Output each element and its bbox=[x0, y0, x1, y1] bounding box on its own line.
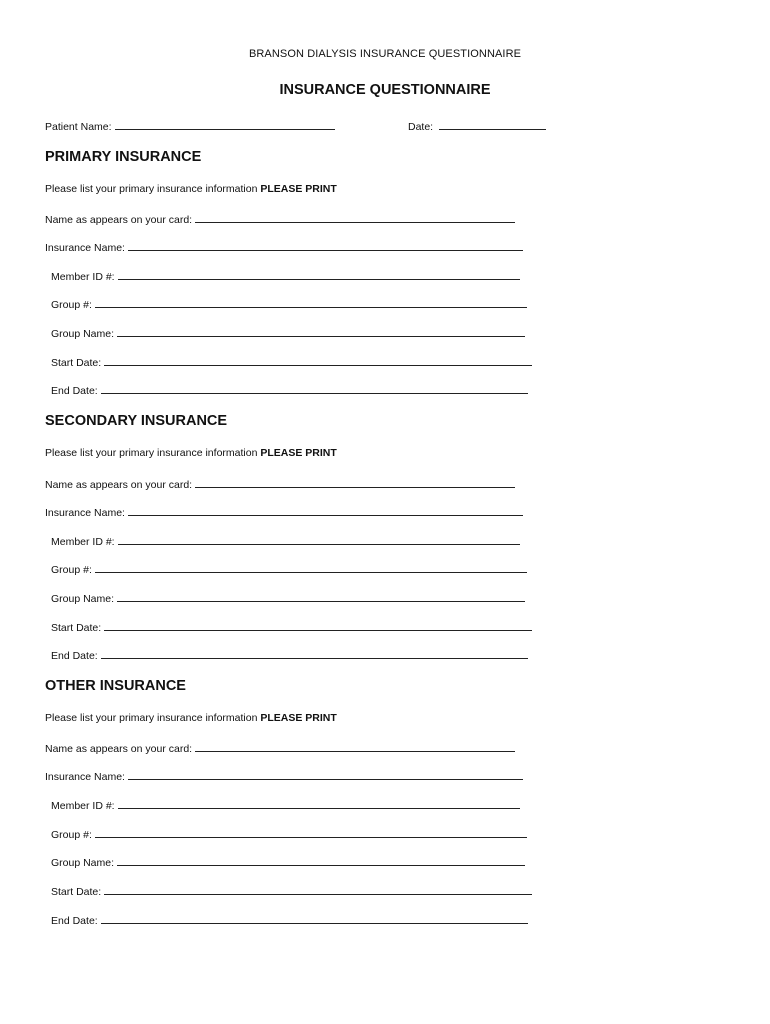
field-label: Group Name: bbox=[51, 328, 115, 340]
field-label: Name as appears on your card: bbox=[45, 479, 193, 491]
field-label: Group #: bbox=[51, 564, 92, 576]
primary-start-date-field[interactable] bbox=[104, 355, 532, 366]
primary-insurance-heading: PRIMARY INSURANCE bbox=[45, 149, 202, 165]
instruction-text: Please list your primary insurance information bbox=[45, 183, 258, 195]
other-insurance-heading: OTHER INSURANCE bbox=[45, 678, 186, 694]
primary-member-id-row bbox=[51, 269, 520, 284]
field-label: Insurance Name: bbox=[45, 507, 125, 519]
field-label: Group Name: bbox=[51, 857, 115, 869]
other-insurance-name-row bbox=[45, 769, 523, 784]
secondary-insurance-heading: SECONDARY INSURANCE bbox=[45, 413, 228, 429]
field-label: Member ID #: bbox=[51, 271, 115, 283]
secondary-card-name-row bbox=[45, 477, 515, 492]
other-member-id-row bbox=[51, 798, 520, 813]
instruction-emphasis: PLEASE PRINT bbox=[260, 183, 337, 195]
instruction-emphasis: PLEASE PRINT bbox=[260, 447, 337, 459]
primary-card-name-row bbox=[45, 212, 515, 227]
primary-group-name-field[interactable] bbox=[117, 326, 525, 337]
primary-start-date-row bbox=[51, 355, 532, 370]
instruction-text: Please list your primary insurance information bbox=[45, 712, 258, 724]
secondary-group-name-field[interactable] bbox=[117, 591, 525, 602]
other-member-id-field[interactable] bbox=[118, 798, 520, 809]
other-instruction bbox=[45, 712, 337, 724]
document-header: BRANSON DIALYSIS INSURANCE QUESTIONNAIRE bbox=[248, 48, 522, 60]
field-label: End Date: bbox=[51, 650, 98, 662]
date-row bbox=[408, 119, 546, 134]
field-label: Group #: bbox=[51, 299, 92, 311]
primary-group-no-field[interactable] bbox=[95, 297, 527, 308]
secondary-member-id-row bbox=[51, 534, 520, 549]
other-end-date-row bbox=[51, 913, 528, 928]
instruction-emphasis: PLEASE PRINT bbox=[260, 712, 337, 724]
secondary-group-name-row bbox=[51, 591, 525, 606]
other-card-name-row bbox=[45, 741, 515, 756]
patient-name-field[interactable] bbox=[115, 119, 335, 130]
secondary-end-date-row bbox=[51, 648, 528, 663]
secondary-end-date-field[interactable] bbox=[101, 648, 528, 659]
instruction-text: Please list your primary insurance information bbox=[45, 447, 258, 459]
field-label: Name as appears on your card: bbox=[45, 743, 193, 755]
secondary-group-no-field[interactable] bbox=[95, 562, 527, 573]
other-end-date-field[interactable] bbox=[101, 913, 528, 924]
secondary-insurance-name-field[interactable] bbox=[128, 505, 523, 516]
primary-member-id-field[interactable] bbox=[118, 269, 520, 280]
field-label: Start Date: bbox=[51, 886, 102, 898]
field-label: Group Name: bbox=[51, 593, 115, 605]
other-start-date-field[interactable] bbox=[104, 884, 532, 895]
other-group-name-row bbox=[51, 855, 525, 870]
field-label: Group #: bbox=[51, 829, 92, 841]
secondary-insurance-name-row bbox=[45, 505, 523, 520]
primary-instruction bbox=[45, 183, 337, 195]
primary-group-no-row bbox=[51, 297, 527, 312]
primary-insurance-name-field[interactable] bbox=[128, 240, 523, 251]
secondary-start-date-row bbox=[51, 620, 532, 635]
date-label: Date: bbox=[408, 121, 434, 133]
field-label: Member ID #: bbox=[51, 800, 115, 812]
patient-name-row bbox=[45, 119, 335, 134]
other-group-no-row bbox=[51, 827, 527, 842]
other-group-no-field[interactable] bbox=[95, 827, 527, 838]
primary-insurance-name-row bbox=[45, 240, 523, 255]
field-label: Insurance Name: bbox=[45, 242, 125, 254]
field-label: Start Date: bbox=[51, 622, 102, 634]
other-group-name-field[interactable] bbox=[117, 855, 525, 866]
field-label: Member ID #: bbox=[51, 536, 115, 548]
secondary-card-name-field[interactable] bbox=[195, 477, 515, 488]
primary-end-date-field[interactable] bbox=[101, 383, 528, 394]
date-field[interactable] bbox=[439, 119, 546, 130]
patient-name-label: Patient Name: bbox=[45, 121, 112, 133]
field-label: Insurance Name: bbox=[45, 771, 125, 783]
other-insurance-name-field[interactable] bbox=[128, 769, 523, 780]
field-label: Name as appears on your card: bbox=[45, 214, 193, 226]
primary-end-date-row bbox=[51, 383, 528, 398]
primary-card-name-field[interactable] bbox=[195, 212, 515, 223]
secondary-member-id-field[interactable] bbox=[118, 534, 520, 545]
other-start-date-row bbox=[51, 884, 532, 899]
field-label: End Date: bbox=[51, 385, 98, 397]
primary-group-name-row bbox=[51, 326, 525, 341]
other-card-name-field[interactable] bbox=[195, 741, 515, 752]
field-label: End Date: bbox=[51, 915, 98, 927]
field-label: Start Date: bbox=[51, 357, 102, 369]
secondary-instruction bbox=[45, 447, 337, 459]
document-title: INSURANCE QUESTIONNAIRE bbox=[279, 82, 491, 98]
secondary-group-no-row bbox=[51, 562, 527, 577]
secondary-start-date-field[interactable] bbox=[104, 620, 532, 631]
